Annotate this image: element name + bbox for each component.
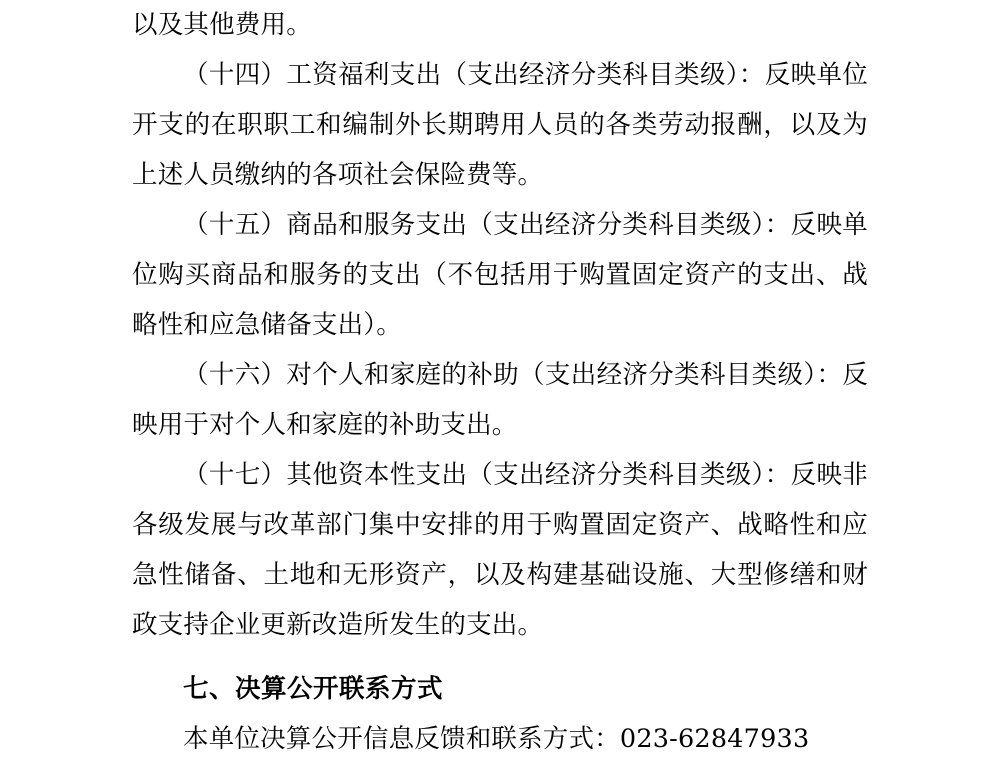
paragraph-item-17: （十七）其他资本性支出（支出经济分类科目类级）：反映非各级发展与改革部门集中安排的用于购置固定资产、战略性和应急性储备、土地和无形资产，以及构建基础设施、大型修缮和财政支持企业更新改造所发生的支出。 <box>132 460 868 640</box>
paragraph-item-16: （十六）对个人和家庭的补助（支出经济分类科目类级）：反映用于对个人和家庭的补助支出。 <box>132 360 868 440</box>
paragraph-continued-other-fees: 以及其他费用。 <box>132 10 312 40</box>
paragraph-item-14: （十四）工资福利支出（支出经济分类科目类级）：反映单位开支的在职职工和编制外长期聘用人员的各类劳动报酬，以及为上述人员缴纳的各项社会保险费等。 <box>132 60 868 190</box>
paragraph-contact-info: 本单位决算公开信息反馈和联系方式：023-62847933 <box>183 724 810 754</box>
paragraph-item-15: （十五）商品和服务支出（支出经济分类科目类级）：反映单位购买商品和服务的支出（不包括用于购置固定资产的支出、战略性和应急储备支出）。 <box>132 210 868 340</box>
section-heading-contact: 七、决算公开联系方式 <box>183 674 444 704</box>
